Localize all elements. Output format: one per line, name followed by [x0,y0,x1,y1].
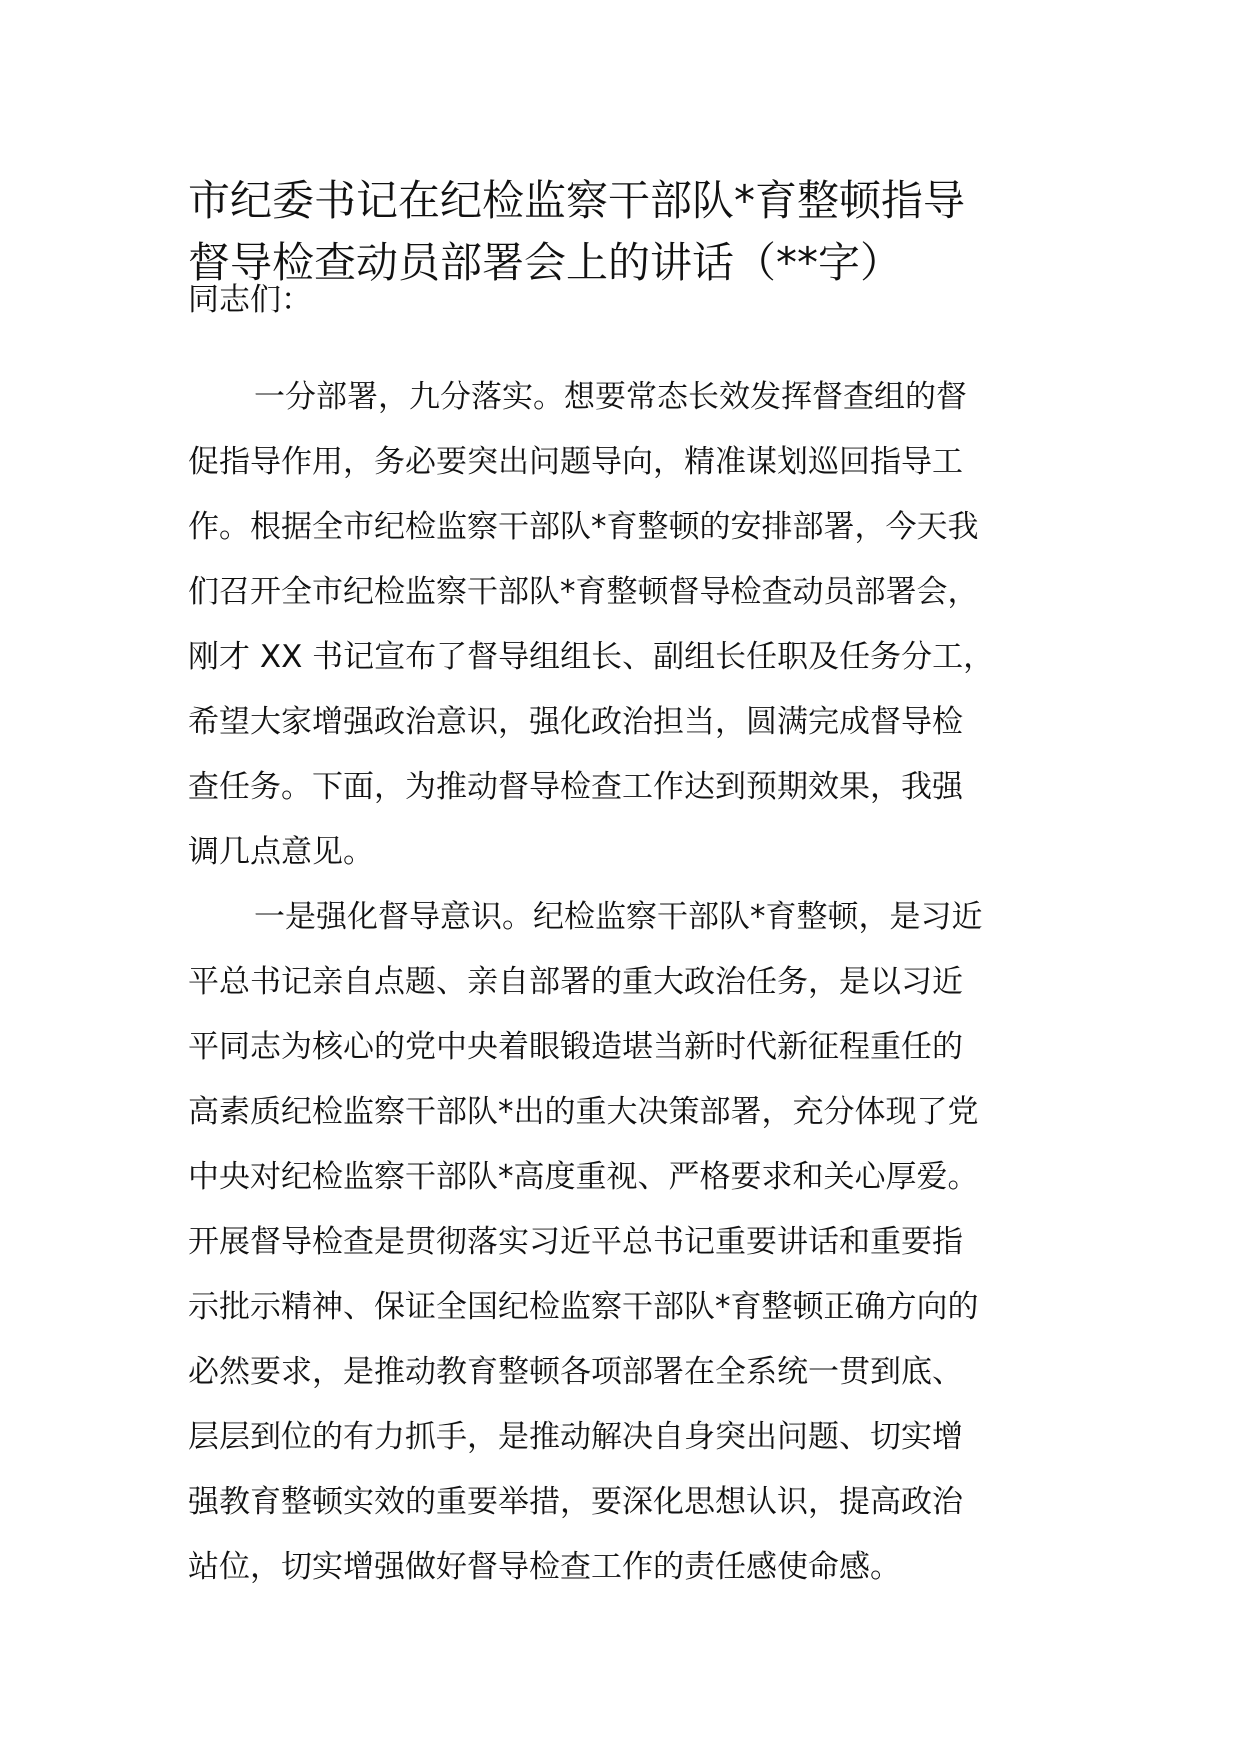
title-line-2: 督导检查动员部署会上的讲话（**字） [188,238,903,287]
paragraph-line: 开展督导检查是贯彻落实习近平总书记重要讲话和重要指 [188,1224,963,1260]
paragraph-line: 强教育整顿实效的重要举措，要深化思想认识，提高政治 [188,1484,963,1520]
paragraph-line: 刚才 XX 书记宣布了督导组组长、副组长任职及任务分工， [188,639,995,675]
paragraph-line: 促指导作用，务必要突出问题导向，精准谋划巡回指导工 [188,444,963,480]
paragraph-line: 们召开全市纪检监察干部队*育整顿督导检查动员部署会， [188,574,979,610]
salutation: 同志们： [188,282,312,318]
paragraph-line: 高素质纪检监察干部队*出的重大决策部署，充分体现了党 [188,1094,979,1130]
paragraph-2 [188,885,1068,1600]
document-body [188,365,1068,1600]
paragraph-line: 层层到位的有力抓手，是推动解决自身突出问题、切实增 [188,1419,963,1455]
paragraph-line: 希望大家增强政治意识，强化政治担当，圆满完成督导检 [188,704,963,740]
paragraph-line: 查任务。下面，为推动督导检查工作达到预期效果，我强 [188,769,963,805]
paragraph-line: 作。根据全市纪检监察干部队*育整顿的安排部署，今天我 [188,509,979,545]
paragraph-line: 平总书记亲自点题、亲自部署的重大政治任务，是以习近 [188,964,963,1000]
paragraph-line: 平同志为核心的党中央着眼锻造堪当新时代新征程重任的 [188,1029,963,1065]
paragraph-line: 站位，切实增强做好督导检查工作的责任感使命感。 [188,1549,901,1585]
paragraph-line: 示批示精神、保证全国纪检监察干部队*育整顿正确方向的 [188,1289,979,1325]
paragraph-line: 一是强化督导意识。纪检监察干部队*育整顿，是习近 [254,899,983,935]
paragraph-1 [188,365,1068,885]
paragraph-line: 必然要求，是推动教育整顿各项部署在全系统一贯到底、 [188,1354,963,1390]
paragraph-line: 中央对纪检监察干部队*高度重视、严格要求和关心厚爱。 [188,1159,979,1195]
paragraph-line: 调几点意见。 [188,834,374,870]
document-title [188,170,1068,294]
title-line-1: 市纪委书记在纪检监察干部队*育整顿指导 [188,176,966,225]
paragraph-line: 一分部署，九分落实。想要常态长效发挥督查组的督 [254,379,967,415]
